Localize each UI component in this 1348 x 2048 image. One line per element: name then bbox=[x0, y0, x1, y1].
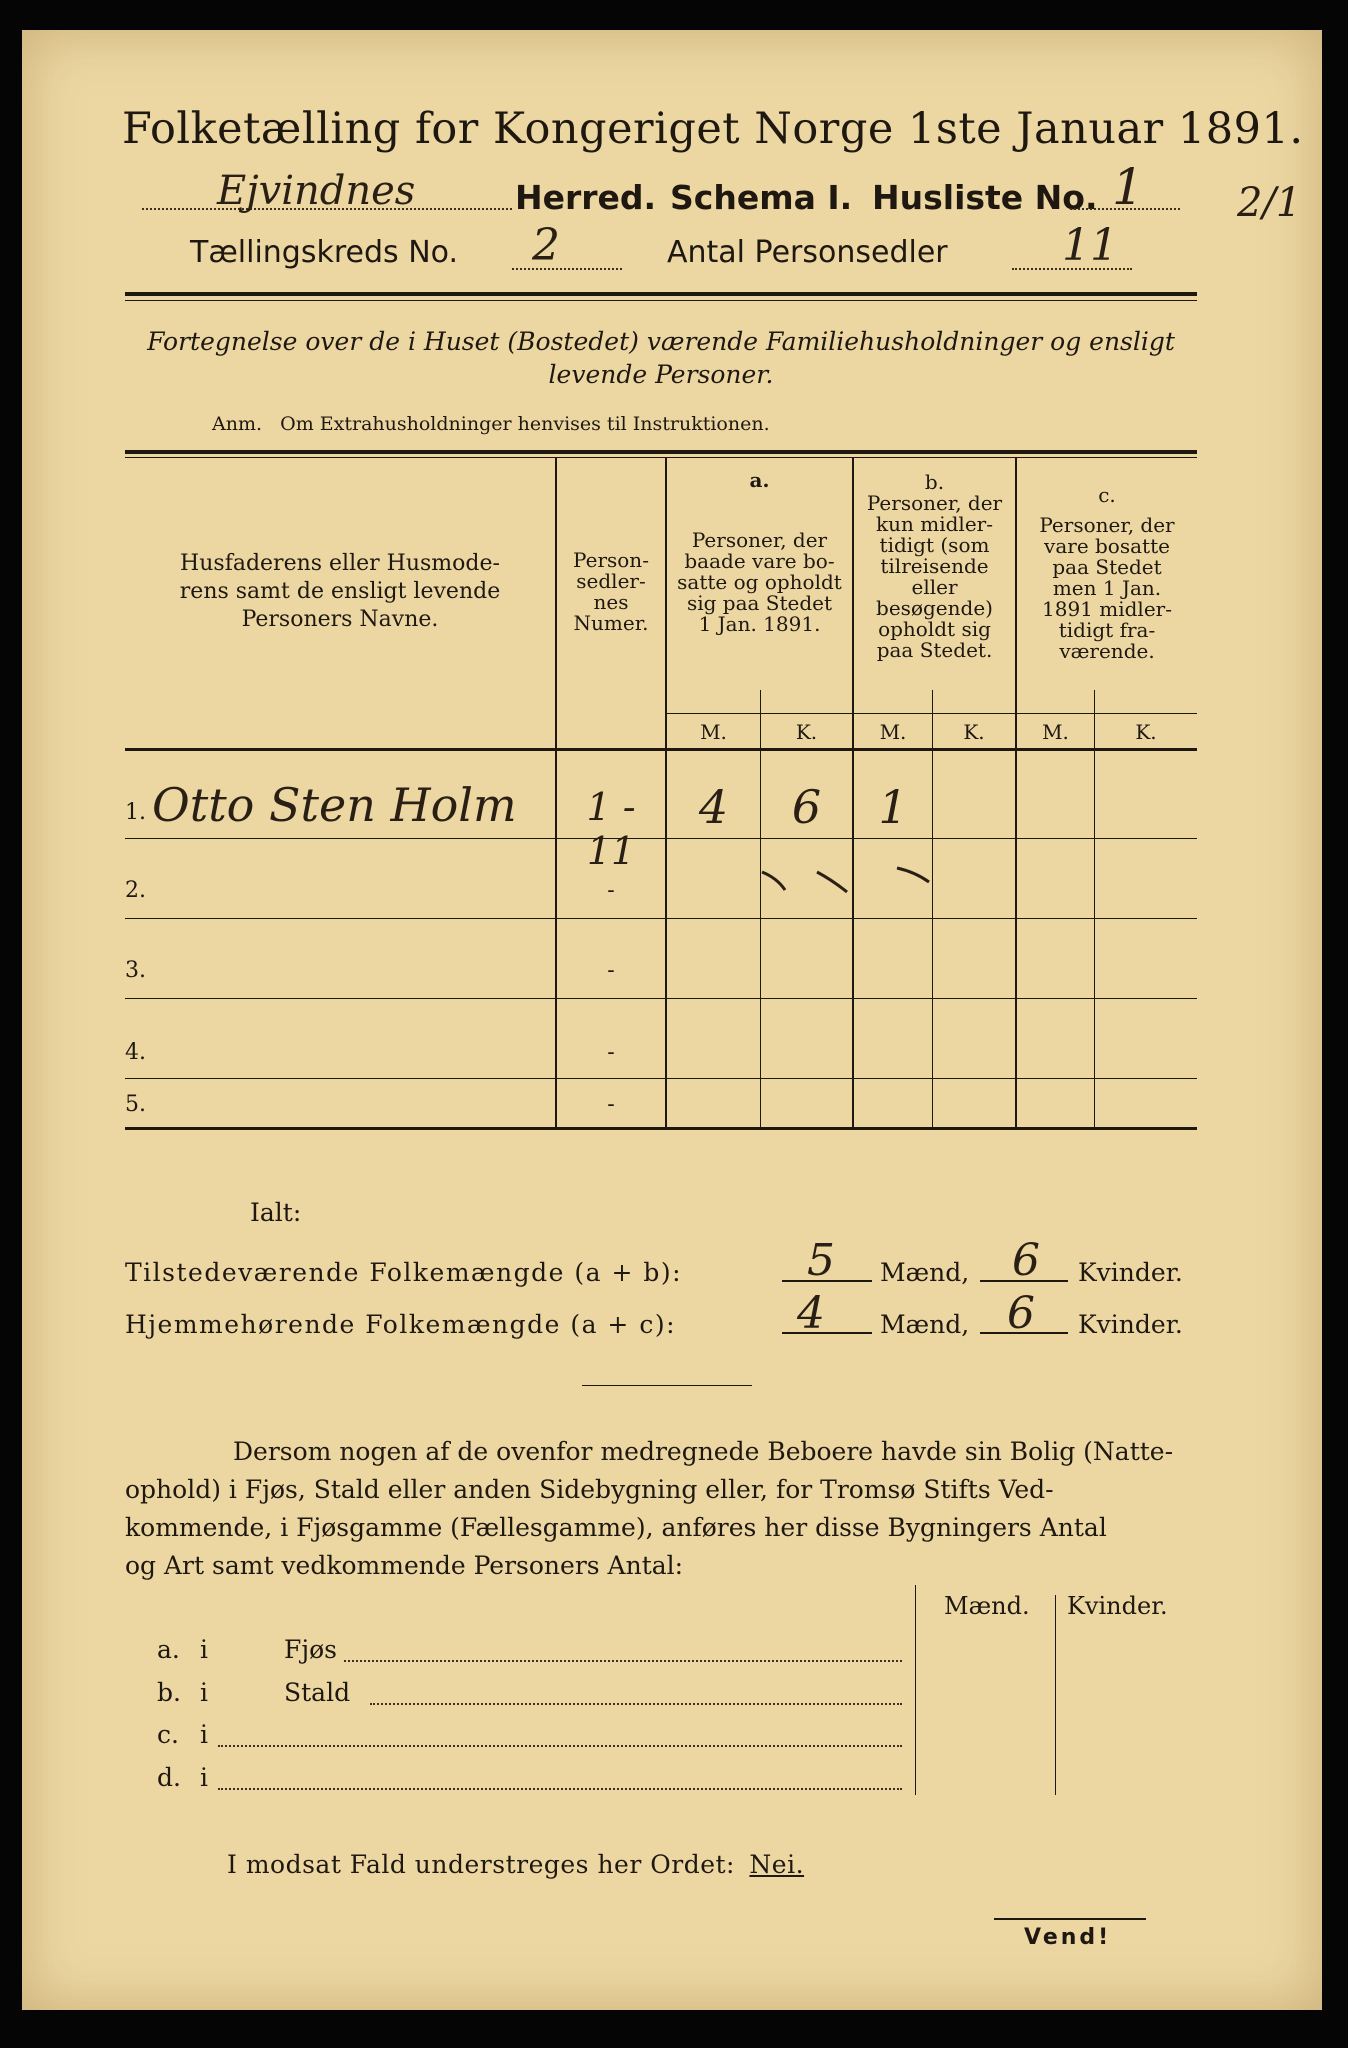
row-1-bM: 1 bbox=[878, 780, 908, 834]
husliste-label: Husliste No. bbox=[872, 178, 1098, 217]
col-b-letter: b. bbox=[924, 470, 945, 494]
ialt-label: Ialt: bbox=[250, 1198, 302, 1227]
modsat-text: I modsat Fald understreges her Ordet: bbox=[227, 1850, 735, 1879]
nei-word: Nei. bbox=[749, 1850, 805, 1879]
tick-mark bbox=[817, 872, 847, 892]
bldg-maend-header: Mænd. bbox=[944, 1592, 1030, 1620]
mk-cM: M. bbox=[1042, 720, 1069, 744]
bldg-kvinder-header: Kvinder. bbox=[1067, 1592, 1168, 1620]
hjemme-label: Hjemmehørende Folkemængde (a + c): bbox=[125, 1310, 676, 1339]
col-b-header: Personer, der kun midler- tidigt (som tilreisende eller besøgende) opholdt sig paa Stedet. bbox=[866, 491, 1003, 662]
margin-note: 2/1 bbox=[1237, 180, 1302, 226]
row-2-tick-marks bbox=[667, 860, 1017, 900]
bldg-a-letter: a. bbox=[157, 1635, 180, 1664]
row-1-aK: 6 bbox=[791, 780, 822, 834]
annotation: Anm. Om Extrahusholdninger henvises til Instruktionen. bbox=[212, 413, 770, 435]
row-5-number: 5. bbox=[125, 1092, 146, 1117]
row-5-numer: - bbox=[607, 1092, 615, 1117]
row-4-number: 4. bbox=[125, 1040, 146, 1065]
antal-value: 11 bbox=[1062, 220, 1118, 271]
tilstede-maend-value: 5 bbox=[807, 1235, 835, 1286]
kreds-value: 2 bbox=[532, 220, 560, 271]
row-rule-3 bbox=[125, 998, 1197, 999]
tilstede-kvinder-label: Kvinder. bbox=[1078, 1258, 1183, 1287]
bldg-b-letter: b. bbox=[157, 1678, 181, 1707]
hjemme-kvinder-value: 6 bbox=[1007, 1288, 1035, 1339]
bldg-d-letter: d. bbox=[157, 1763, 181, 1792]
hjemme-maend-line bbox=[782, 1332, 872, 1334]
mk-bM: M. bbox=[879, 720, 907, 744]
form-title: Folketælling for Kongeriget Norge 1ste Januar 1891. bbox=[122, 104, 1304, 154]
col-numer-header: Person- sedler- nes Numer. bbox=[573, 548, 649, 635]
bldg-d-dotline bbox=[218, 1788, 902, 1790]
bldg-a-i: i bbox=[200, 1635, 208, 1664]
bldg-c-letter: c. bbox=[157, 1720, 179, 1749]
bldg-c-dotline bbox=[218, 1745, 902, 1747]
col-rule-aMK bbox=[760, 690, 761, 1128]
row-1-aM: 4 bbox=[698, 780, 729, 834]
section-separator bbox=[582, 1385, 752, 1386]
row-2-number: 2. bbox=[125, 878, 146, 903]
row-2-numer: - bbox=[607, 878, 615, 903]
mk-aM: M. bbox=[700, 720, 727, 744]
subtitle-line1: Fortegnelse over de i Huset (Bostedet) værende Familiehusholdninger og ensligt bbox=[147, 327, 1175, 356]
hjemme-maend-value: 4 bbox=[797, 1288, 825, 1339]
bldg-a-label: Fjøs bbox=[284, 1635, 337, 1664]
row-1-number: 1. bbox=[125, 800, 146, 825]
herred-value: Ejvindnes bbox=[217, 168, 416, 214]
hjemme-maend-label: Mænd, bbox=[880, 1310, 970, 1339]
tick-mark bbox=[762, 872, 785, 890]
census-form-page bbox=[22, 30, 1322, 2010]
col-rule-cMK bbox=[1094, 690, 1095, 1128]
header-rule-thick bbox=[125, 292, 1197, 296]
modsat-line bbox=[227, 1850, 804, 1879]
herred-label: Herred. bbox=[515, 178, 657, 217]
row-rule-4 bbox=[125, 1078, 1197, 1079]
kreds-label: Tællingskreds No. bbox=[190, 235, 458, 270]
mk-aK: K. bbox=[795, 720, 818, 744]
col-a-letter: a. bbox=[749, 468, 770, 492]
table-top-thick bbox=[125, 450, 1197, 454]
row-1-name: Otto Sten Holm bbox=[152, 778, 517, 832]
mk-bK: K. bbox=[963, 720, 985, 744]
bldg-c-i: i bbox=[200, 1720, 208, 1749]
bldg-a-dotline bbox=[344, 1660, 902, 1662]
col-rule-bMK bbox=[932, 690, 933, 1128]
sidebygning-paragraph: Dersom nogen af de ovenfor medregnede Beboere havde sin Bolig (Natte- ophold) i Fjøs, Stald eller anden Sidebygning eller, for Tromsø Stifts Ved- kommende, i Fjøsgamme (Fællesgamme), anføres her disse Bygningers Antal og Art samt vedkommende Personers Antal: bbox=[125, 1437, 1174, 1580]
bldg-b-label: Stald bbox=[284, 1678, 351, 1707]
header-bottom-rule bbox=[125, 748, 1197, 751]
bldg-b-dotline bbox=[370, 1703, 902, 1705]
husliste-value: 1 bbox=[1112, 158, 1144, 216]
col-c-letter: c. bbox=[1098, 483, 1116, 507]
col-c-header: Personer, der vare bosatte paa Stedet men 1 Jan. 1891 midler- tidigt fra- værende. bbox=[1039, 513, 1175, 663]
antal-label: Antal Personsedler bbox=[667, 235, 948, 270]
row-1-numer: 1 - 11 bbox=[586, 785, 636, 873]
bldg-rule-1 bbox=[915, 1585, 916, 1795]
tilstede-maend-label: Mænd, bbox=[880, 1258, 970, 1287]
mk-top-rule bbox=[667, 713, 1197, 714]
bldg-b-i: i bbox=[200, 1678, 208, 1707]
tick-mark bbox=[897, 868, 929, 882]
tilstede-kvinder-value: 6 bbox=[1012, 1235, 1040, 1286]
tilstede-label: Tilstedeværende Folkemængde (a + b): bbox=[125, 1258, 683, 1287]
table-top-thin bbox=[125, 457, 1197, 458]
bldg-rule-2 bbox=[1055, 1595, 1056, 1795]
col-names-header: Husfaderens eller Husmode- rens samt de ensligt levende Personers Navne. bbox=[179, 551, 501, 632]
row-rule-2 bbox=[125, 918, 1197, 919]
row-4-numer: - bbox=[607, 1040, 615, 1065]
vend-label: Vend! bbox=[1024, 1925, 1112, 1950]
row-3-numer: - bbox=[607, 958, 615, 983]
schema-label: Schema I. bbox=[670, 178, 853, 217]
bldg-d-i: i bbox=[200, 1763, 208, 1792]
kreds-dotline bbox=[512, 268, 622, 270]
subtitle-line2: levende Personer. bbox=[548, 360, 774, 389]
hjemme-kvinder-label: Kvinder. bbox=[1078, 1310, 1183, 1339]
header-rule-thin bbox=[125, 300, 1197, 301]
vend-rule bbox=[994, 1918, 1146, 1920]
row-3-number: 3. bbox=[125, 958, 146, 983]
col-a-header: Personer, der baade vare bo- satte og opholdt sig paa Stedet 1 Jan. 1891. bbox=[677, 528, 842, 636]
mk-cK: K. bbox=[1135, 720, 1157, 744]
table-bottom-rule bbox=[125, 1127, 1197, 1130]
